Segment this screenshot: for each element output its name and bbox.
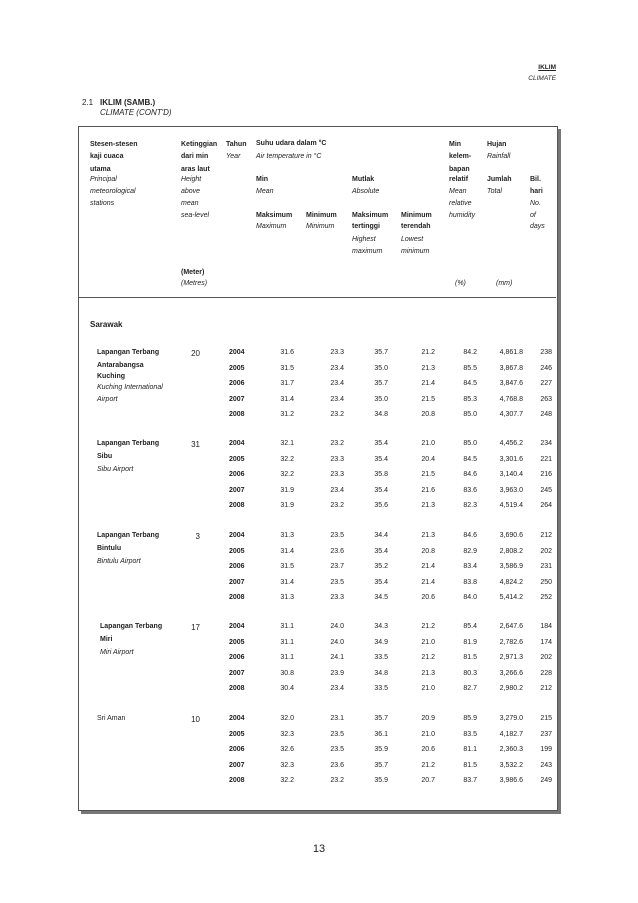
station-name-ms: Lapangan Terbang — [97, 532, 160, 539]
data-cell: 23.2 — [330, 502, 344, 509]
data-cell: 33.5 — [374, 685, 388, 692]
data-cell: 21.6 — [421, 487, 435, 494]
section-subtitle: CLIMATE (CONT'D) — [100, 108, 172, 117]
data-cell: 34.9 — [374, 639, 388, 646]
data-cell: 3,279.0 — [499, 715, 523, 722]
data-cell: 31.4 — [280, 396, 294, 403]
data-cell: 21.0 — [421, 639, 435, 646]
data-cell: 23.2 — [330, 777, 344, 784]
year-cell: 2005 — [229, 548, 245, 555]
data-cell: 35.4 — [374, 548, 388, 555]
data-cell: 23.6 — [330, 548, 344, 555]
col-hum-ms3: bapan — [449, 166, 470, 173]
col-rain-days-en2: of — [530, 212, 536, 219]
data-cell: 4,307.7 — [499, 411, 523, 418]
data-cell: 35.4 — [374, 440, 388, 447]
data-cell: 35.8 — [374, 471, 388, 478]
data-cell: 83.4 — [463, 563, 477, 570]
data-cell: 245 — [540, 487, 552, 494]
data-cell: 21.2 — [421, 623, 435, 630]
station-height: 31 — [191, 440, 200, 449]
data-cell: 32.6 — [280, 746, 294, 753]
year-cell: 2004 — [229, 715, 245, 722]
data-cell: 83.8 — [463, 579, 477, 586]
data-cell: 21.2 — [421, 654, 435, 661]
data-cell: 34.4 — [374, 532, 388, 539]
col-hum-ms4: relatif — [449, 176, 469, 183]
data-cell: 31.4 — [280, 579, 294, 586]
col-rain-ms: Hujan — [487, 141, 507, 148]
col-rain-days-en1: No. — [530, 200, 541, 207]
col-height-en1: Height — [181, 176, 202, 183]
data-cell: 32.2 — [280, 777, 294, 784]
data-cell: 21.3 — [421, 670, 435, 677]
col-year-en: Year — [226, 153, 241, 160]
col-temp-abs-en: Absolute — [352, 188, 380, 195]
data-cell: 21.3 — [421, 365, 435, 372]
col-station-en3: stations — [90, 200, 115, 207]
section-number: 2.1 — [82, 98, 94, 107]
data-cell: 3,266.6 — [499, 670, 523, 677]
data-cell: 216 — [540, 471, 552, 478]
col-temp-min-en: Minimum — [306, 223, 335, 230]
data-cell: 35.4 — [374, 579, 388, 586]
col-hum-unit: (%) — [455, 280, 466, 287]
data-cell: 221 — [540, 456, 552, 463]
data-cell: 246 — [540, 365, 552, 372]
col-hum-ms2: kelem- — [449, 153, 472, 160]
data-cell: 32.3 — [280, 762, 294, 769]
page-header-subtitle: CLIMATE — [528, 75, 556, 82]
data-cell: 81.9 — [463, 639, 477, 646]
year-cell: 2008 — [229, 685, 245, 692]
data-cell: 199 — [540, 746, 552, 753]
station-name-ms: Lapangan Terbang — [100, 623, 163, 630]
data-cell: 21.3 — [421, 502, 435, 509]
data-cell: 35.0 — [374, 365, 388, 372]
col-temp-hmax-ms2: tertinggi — [352, 223, 380, 230]
data-cell: 202 — [540, 654, 552, 661]
col-hum-en2: relative — [449, 200, 472, 207]
data-cell: 36.1 — [374, 731, 388, 738]
data-cell: 32.3 — [280, 731, 294, 738]
data-cell: 31.9 — [280, 502, 294, 509]
data-cell: 21.5 — [421, 471, 435, 478]
data-cell: 31.5 — [280, 563, 294, 570]
data-cell: 23.3 — [330, 456, 344, 463]
data-cell: 250 — [540, 579, 552, 586]
data-cell: 81.5 — [463, 654, 477, 661]
data-cell: 21.0 — [421, 440, 435, 447]
col-height-en4: sea-level — [181, 212, 210, 219]
data-cell: 2,647.6 — [499, 623, 523, 630]
col-temp-abs-ms: Mutlak — [352, 176, 375, 183]
year-cell: 2006 — [229, 380, 245, 387]
data-cell: 85.9 — [463, 715, 477, 722]
data-cell: 82.7 — [463, 685, 477, 692]
year-cell: 2008 — [229, 594, 245, 601]
year-cell: 2004 — [229, 349, 245, 356]
data-cell: 35.7 — [374, 380, 388, 387]
col-temp-hmax-ms1: Maksimum — [352, 212, 389, 219]
data-cell: 23.1 — [330, 715, 344, 722]
data-cell: 23.6 — [330, 762, 344, 769]
data-cell: 82.3 — [463, 502, 477, 509]
col-hum-ms1: Min — [449, 141, 462, 148]
data-cell: 21.4 — [421, 380, 435, 387]
data-cell: 23.5 — [330, 746, 344, 753]
data-cell: 32.0 — [280, 715, 294, 722]
col-temp-min-ms: Minimum — [306, 212, 337, 219]
data-cell: 32.1 — [280, 440, 294, 447]
year-cell: 2005 — [229, 731, 245, 738]
col-temp-max-en: Maximum — [256, 223, 287, 230]
region-label: Sarawak — [90, 320, 123, 329]
data-cell: 80.3 — [463, 670, 477, 677]
data-cell: 84.2 — [463, 349, 477, 356]
data-cell: 85.0 — [463, 411, 477, 418]
data-cell: 212 — [540, 532, 552, 539]
data-cell: 34.8 — [374, 670, 388, 677]
data-cell: 20.8 — [421, 411, 435, 418]
year-cell: 2008 — [229, 502, 245, 509]
data-cell: 31.1 — [280, 654, 294, 661]
data-cell: 237 — [540, 731, 552, 738]
data-cell: 21.0 — [421, 731, 435, 738]
data-cell: 212 — [540, 685, 552, 692]
data-cell: 21.4 — [421, 579, 435, 586]
year-cell: 2007 — [229, 670, 245, 677]
col-temp-ms: Suhu udara dalam °C — [256, 140, 327, 147]
data-cell: 83.7 — [463, 777, 477, 784]
year-cell: 2005 — [229, 365, 245, 372]
data-cell: 81.5 — [463, 762, 477, 769]
col-year-ms: Tahun — [226, 141, 247, 148]
col-hum-en3: humidity — [449, 212, 476, 219]
data-cell: 20.4 — [421, 456, 435, 463]
col-station-en1: Principal — [90, 176, 117, 183]
data-cell: 31.3 — [280, 594, 294, 601]
data-cell: 82.9 — [463, 548, 477, 555]
year-cell: 2008 — [229, 411, 245, 418]
station-name-ms: Lapangan Terbang — [97, 349, 160, 356]
data-cell: 5,414.2 — [499, 594, 523, 601]
station-name-en: Airport — [97, 396, 118, 403]
data-cell: 85.3 — [463, 396, 477, 403]
col-station-ms1: Stesen-stesen — [90, 141, 138, 148]
page-number: 13 — [312, 843, 326, 855]
data-cell: 20.7 — [421, 777, 435, 784]
data-cell: 84.6 — [463, 471, 477, 478]
station-height: 10 — [191, 715, 200, 724]
col-height-ms3: aras laut — [181, 166, 210, 173]
data-cell: 35.7 — [374, 762, 388, 769]
col-rain-days-en3: days — [530, 223, 545, 230]
col-height-unit-ms: (Meter) — [181, 269, 205, 276]
data-cell: 23.3 — [330, 594, 344, 601]
data-cell: 23.4 — [330, 365, 344, 372]
data-cell: 85.4 — [463, 623, 477, 630]
col-station-ms3: utama — [90, 166, 111, 173]
data-cell: 33.5 — [374, 654, 388, 661]
data-cell: 35.9 — [374, 746, 388, 753]
col-hum-en1: Mean — [449, 188, 467, 195]
year-cell: 2007 — [229, 762, 245, 769]
data-cell: 3,586.9 — [499, 563, 523, 570]
col-station-en2: meteorological — [90, 188, 136, 195]
data-cell: 35.7 — [374, 349, 388, 356]
data-cell: 84.6 — [463, 532, 477, 539]
data-cell: 31.4 — [280, 548, 294, 555]
year-cell: 2006 — [229, 654, 245, 661]
data-cell: 35.0 — [374, 396, 388, 403]
year-cell: 2007 — [229, 579, 245, 586]
col-temp-hmax-en2: maximum — [352, 248, 383, 255]
data-cell: 228 — [540, 670, 552, 677]
data-cell: 174 — [540, 639, 552, 646]
data-cell: 263 — [540, 396, 552, 403]
data-cell: 215 — [540, 715, 552, 722]
data-cell: 84.5 — [463, 380, 477, 387]
data-cell: 23.4 — [330, 380, 344, 387]
col-temp-mean-en: Mean — [256, 188, 274, 195]
data-cell: 23.5 — [330, 532, 344, 539]
col-temp-lmin-en1: Lowest — [401, 236, 424, 243]
data-cell: 84.5 — [463, 456, 477, 463]
header-divider — [78, 297, 556, 298]
data-cell: 23.7 — [330, 563, 344, 570]
col-rain-unit: (mm) — [496, 280, 513, 287]
data-cell: 23.2 — [330, 411, 344, 418]
col-temp-lmin-ms2: terendah — [401, 223, 431, 230]
data-cell: 21.5 — [421, 396, 435, 403]
col-rain-total-en: Total — [487, 188, 502, 195]
data-cell: 35.4 — [374, 456, 388, 463]
year-cell: 2004 — [229, 440, 245, 447]
data-cell: 243 — [540, 762, 552, 769]
data-cell: 35.4 — [374, 487, 388, 494]
data-cell: 264 — [540, 502, 552, 509]
station-name-ms: Antarabangsa — [97, 362, 144, 369]
data-cell: 20.6 — [421, 746, 435, 753]
data-cell: 35.2 — [374, 563, 388, 570]
station-name-en: Sibu Airport — [97, 466, 134, 473]
data-cell: 23.3 — [330, 471, 344, 478]
data-cell: 248 — [540, 411, 552, 418]
station-name-ms: Miri — [100, 636, 113, 643]
data-cell: 35.9 — [374, 777, 388, 784]
data-cell: 2,808.2 — [499, 548, 523, 555]
page-header-title: IKLIM — [538, 64, 556, 71]
col-height-ms2: dari min — [181, 153, 209, 160]
data-cell: 23.4 — [330, 396, 344, 403]
data-cell: 23.3 — [330, 349, 344, 356]
data-cell: 34.3 — [374, 623, 388, 630]
year-cell: 2006 — [229, 746, 245, 753]
data-cell: 3,301.6 — [499, 456, 523, 463]
data-cell: 23.4 — [330, 685, 344, 692]
col-temp-lmin-en2: minimum — [401, 248, 430, 255]
data-cell: 23.4 — [330, 487, 344, 494]
data-cell: 20.8 — [421, 548, 435, 555]
data-cell: 252 — [540, 594, 552, 601]
data-cell: 23.2 — [330, 440, 344, 447]
data-cell: 30.4 — [280, 685, 294, 692]
data-cell: 2,980.2 — [499, 685, 523, 692]
col-rain-en: Rainfall — [487, 153, 511, 160]
data-cell: 20.6 — [421, 594, 435, 601]
section-title: IKLIM (SAMB.) — [100, 98, 156, 107]
data-cell: 34.5 — [374, 594, 388, 601]
col-rain-days-ms2: hari — [530, 188, 543, 195]
col-height-en2: above — [181, 188, 201, 195]
data-cell: 84.0 — [463, 594, 477, 601]
station-name-ms: Kuching — [97, 373, 125, 380]
data-cell: 238 — [540, 349, 552, 356]
data-cell: 21.0 — [421, 685, 435, 692]
data-cell: 31.1 — [280, 639, 294, 646]
data-cell: 31.9 — [280, 487, 294, 494]
data-cell: 227 — [540, 380, 552, 387]
year-cell: 2004 — [229, 623, 245, 630]
col-temp-max-ms: Maksimum — [256, 212, 293, 219]
station-name-en: Bintulu Airport — [97, 558, 141, 565]
data-cell: 31.5 — [280, 365, 294, 372]
data-cell: 32.2 — [280, 456, 294, 463]
data-cell: 35.6 — [374, 502, 388, 509]
col-height-ms1: Ketinggian — [181, 141, 218, 148]
data-cell: 3,986.6 — [499, 777, 523, 784]
data-cell: 31.6 — [280, 349, 294, 356]
station-name-ms: Sri Aman — [97, 715, 126, 722]
station-name-en: Kuching International — [97, 384, 163, 391]
data-cell: 31.2 — [280, 411, 294, 418]
data-cell: 21.4 — [421, 563, 435, 570]
station-name-ms: Lapangan Terbang — [97, 440, 160, 447]
data-cell: 3,847.6 — [499, 380, 523, 387]
data-cell: 4,519.4 — [499, 502, 523, 509]
data-cell: 83.6 — [463, 487, 477, 494]
station-name-ms: Sibu — [97, 453, 113, 460]
data-cell: 24.1 — [330, 654, 344, 661]
data-cell: 24.0 — [330, 639, 344, 646]
data-cell: 3,963.0 — [499, 487, 523, 494]
data-cell: 85.0 — [463, 440, 477, 447]
year-cell: 2006 — [229, 471, 245, 478]
station-height: 20 — [191, 349, 200, 358]
data-cell: 31.1 — [280, 623, 294, 630]
year-cell: 2005 — [229, 639, 245, 646]
data-cell: 2,360.3 — [499, 746, 523, 753]
col-temp-lmin-ms1: Minimum — [401, 212, 432, 219]
data-cell: 249 — [540, 777, 552, 784]
data-cell: 34.8 — [374, 411, 388, 418]
data-cell: 3,532.2 — [499, 762, 523, 769]
year-cell: 2007 — [229, 396, 245, 403]
data-cell: 3,690.6 — [499, 532, 523, 539]
station-height: 17 — [191, 623, 200, 632]
station-name-ms: Bintulu — [97, 545, 122, 552]
data-cell: 4,861.8 — [499, 349, 523, 356]
col-temp-mean-ms: Min — [256, 176, 269, 183]
data-cell: 23.5 — [330, 579, 344, 586]
data-cell: 21.2 — [421, 762, 435, 769]
station-height: 3 — [195, 532, 200, 541]
data-cell: 24.0 — [330, 623, 344, 630]
data-cell: 20.9 — [421, 715, 435, 722]
col-temp-en: Air temperature in °C — [256, 153, 322, 160]
data-cell: 32.2 — [280, 471, 294, 478]
data-cell: 4,824.2 — [499, 579, 523, 586]
year-cell: 2006 — [229, 563, 245, 570]
data-cell: 234 — [540, 440, 552, 447]
year-cell: 2004 — [229, 532, 245, 539]
data-cell: 83.5 — [463, 731, 477, 738]
data-cell: 202 — [540, 548, 552, 555]
data-cell: 2,782.6 — [499, 639, 523, 646]
data-cell: 30.8 — [280, 670, 294, 677]
data-cell: 4,768.8 — [499, 396, 523, 403]
station-name-en: Miri Airport — [100, 649, 134, 656]
data-cell: 31.3 — [280, 532, 294, 539]
data-cell: 3,140.4 — [499, 471, 523, 478]
col-temp-hmax-en1: Highest — [352, 236, 376, 243]
col-station-ms2: kaji cuaca — [90, 153, 124, 160]
col-rain-total-ms: Jumlah — [487, 176, 512, 183]
col-rain-days-ms1: Bil. — [530, 176, 541, 183]
year-cell: 2008 — [229, 777, 245, 784]
data-cell: 21.3 — [421, 532, 435, 539]
col-height-en3: mean — [181, 200, 199, 207]
col-height-unit-en: (Metres) — [181, 280, 208, 287]
data-cell: 23.9 — [330, 670, 344, 677]
data-cell: 3,867.8 — [499, 365, 523, 372]
data-cell: 85.5 — [463, 365, 477, 372]
data-cell: 35.7 — [374, 715, 388, 722]
data-cell: 4,456.2 — [499, 440, 523, 447]
data-cell: 23.5 — [330, 731, 344, 738]
data-cell: 81.1 — [463, 746, 477, 753]
data-cell: 2,971.3 — [499, 654, 523, 661]
year-cell: 2007 — [229, 487, 245, 494]
data-cell: 184 — [540, 623, 552, 630]
year-cell: 2005 — [229, 456, 245, 463]
data-cell: 231 — [540, 563, 552, 570]
data-cell: 21.2 — [421, 349, 435, 356]
data-cell: 31.7 — [280, 380, 294, 387]
data-cell: 4,182.7 — [499, 731, 523, 738]
